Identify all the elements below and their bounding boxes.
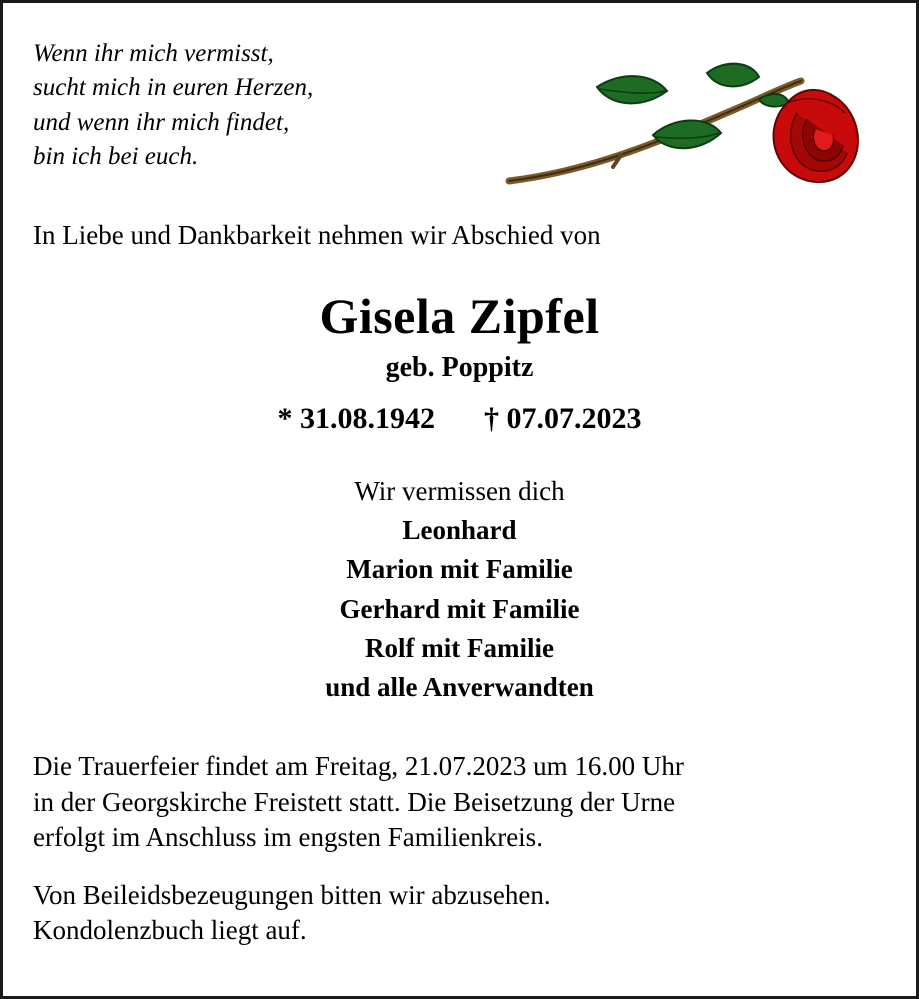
life-dates bbox=[33, 402, 886, 436]
missing-you-line: Wir vermissen dich bbox=[354, 476, 565, 507]
service-line-2: in der Georgskirche Freistett statt. Die Beisetzung der Urne bbox=[33, 786, 676, 817]
condolence-note bbox=[33, 878, 886, 949]
red-rose-illustration bbox=[501, 51, 861, 211]
death-date: 07.07.2023 bbox=[506, 402, 642, 436]
service-details bbox=[33, 749, 886, 856]
birth-symbol: * bbox=[277, 402, 293, 436]
service-line-1: Die Trauerfeier findet am Freitag, 21.07.2023 um 16.00 Uhr bbox=[33, 750, 684, 781]
family-member: und alle Anverwandten bbox=[325, 671, 594, 702]
poem-line-3: und wenn ihr mich findet, bbox=[33, 108, 290, 136]
family-member: Gerhard mit Familie bbox=[339, 593, 580, 624]
poem-line-1: Wenn ihr mich vermisst, bbox=[33, 40, 274, 67]
memorial-poem bbox=[33, 37, 463, 174]
closing-block bbox=[33, 749, 886, 949]
family-member: Rolf mit Familie bbox=[365, 632, 554, 663]
family-member: Leonhard bbox=[402, 515, 517, 546]
poem-line-4: bin ich bei euch. bbox=[33, 142, 199, 170]
family-block bbox=[33, 472, 886, 707]
condolence-line-1: Von Beileidsbezeugungen bitten wir abzusehen. bbox=[33, 879, 551, 910]
service-line-3: erfolgt im Anschluss im engsten Familienkreis. bbox=[33, 822, 543, 853]
birth-date: 31.08.1942 bbox=[300, 402, 435, 436]
deceased-block bbox=[33, 289, 886, 436]
death-symbol: † bbox=[484, 402, 499, 436]
family-member: Marion mit Familie bbox=[346, 554, 573, 585]
deceased-maiden-name: geb. Poppitz bbox=[385, 352, 534, 384]
deceased-name: Gisela Zipfel bbox=[319, 288, 600, 345]
poem-line-2: sucht mich in euren Herzen, bbox=[33, 74, 314, 102]
intro-text: In Liebe und Dankbarkeit nehmen wir Abschied von bbox=[33, 220, 601, 250]
condolence-line-2: Kondolenzbuch liegt auf. bbox=[33, 915, 307, 946]
